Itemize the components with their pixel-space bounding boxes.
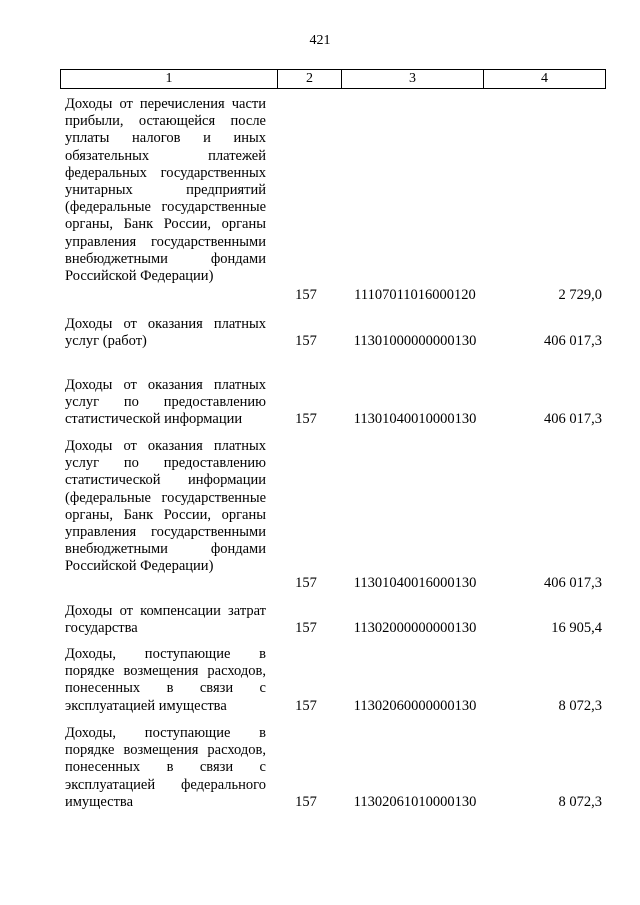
row-amount: 406 017,3 (544, 575, 602, 591)
header-col-1: 1 (61, 70, 278, 88)
row-amount: 406 017,3 (544, 411, 602, 427)
row-kbk: 11302000000000130 (353, 620, 477, 636)
row-amount: 16 905,4 (551, 620, 602, 636)
header-col-2: 2 (278, 70, 342, 88)
row-kbk: 11302061010000130 (353, 794, 477, 810)
row-code: 157 (295, 794, 317, 810)
row-amount: 2 729,0 (558, 287, 602, 303)
row-name: Доходы, поступающие в порядке возмещения расходов, понесенных в связи с эксплуатацией федерального имущества (65, 725, 266, 810)
row-amount: 8 072,3 (558, 698, 602, 714)
row-code: 157 (295, 575, 317, 591)
row-amount: 8 072,3 (558, 794, 602, 810)
row-name: Доходы от оказания платных услуг по предоставлению статистической информации (федеральные государственные органы, Банк России, органы управления государственными внебюджетными фондами Российской Федерации) (65, 438, 266, 575)
table-header (60, 69, 606, 89)
row-code: 157 (295, 287, 317, 303)
header-col-3: 3 (342, 70, 484, 88)
row-kbk: 11301040016000130 (353, 575, 477, 591)
row-amount: 406 017,3 (544, 333, 602, 349)
row-kbk: 11301040010000130 (353, 411, 477, 427)
row-kbk: 11107011016000120 (354, 287, 476, 303)
row-code: 157 (295, 333, 317, 349)
row-name: Доходы от оказания платных услуг по предоставлению статистической информации (65, 377, 266, 428)
row-name: Доходы от компенсации затрат государства (65, 603, 266, 637)
row-kbk: 11302060000000130 (353, 698, 477, 714)
header-col-4: 4 (541, 71, 548, 86)
row-code: 157 (295, 620, 317, 636)
row-name: Доходы от перечисления части прибыли, остающейся после уплаты налогов и иных обязательных платежей федеральных государственных унитарных предприятий (федеральные государственные органы, Банк России, органы управления государственными внебюджетными фондами Российской Федерации) (65, 96, 266, 285)
row-code: 157 (295, 411, 317, 427)
page-number: 421 (309, 33, 331, 48)
row-code: 157 (295, 698, 317, 714)
row-name: Доходы от оказания платных услуг (работ) (65, 316, 266, 350)
row-kbk: 11301000000000130 (353, 333, 477, 349)
row-name: Доходы, поступающие в порядке возмещения расходов, понесенных в связи с эксплуатацией имущества (65, 646, 266, 714)
